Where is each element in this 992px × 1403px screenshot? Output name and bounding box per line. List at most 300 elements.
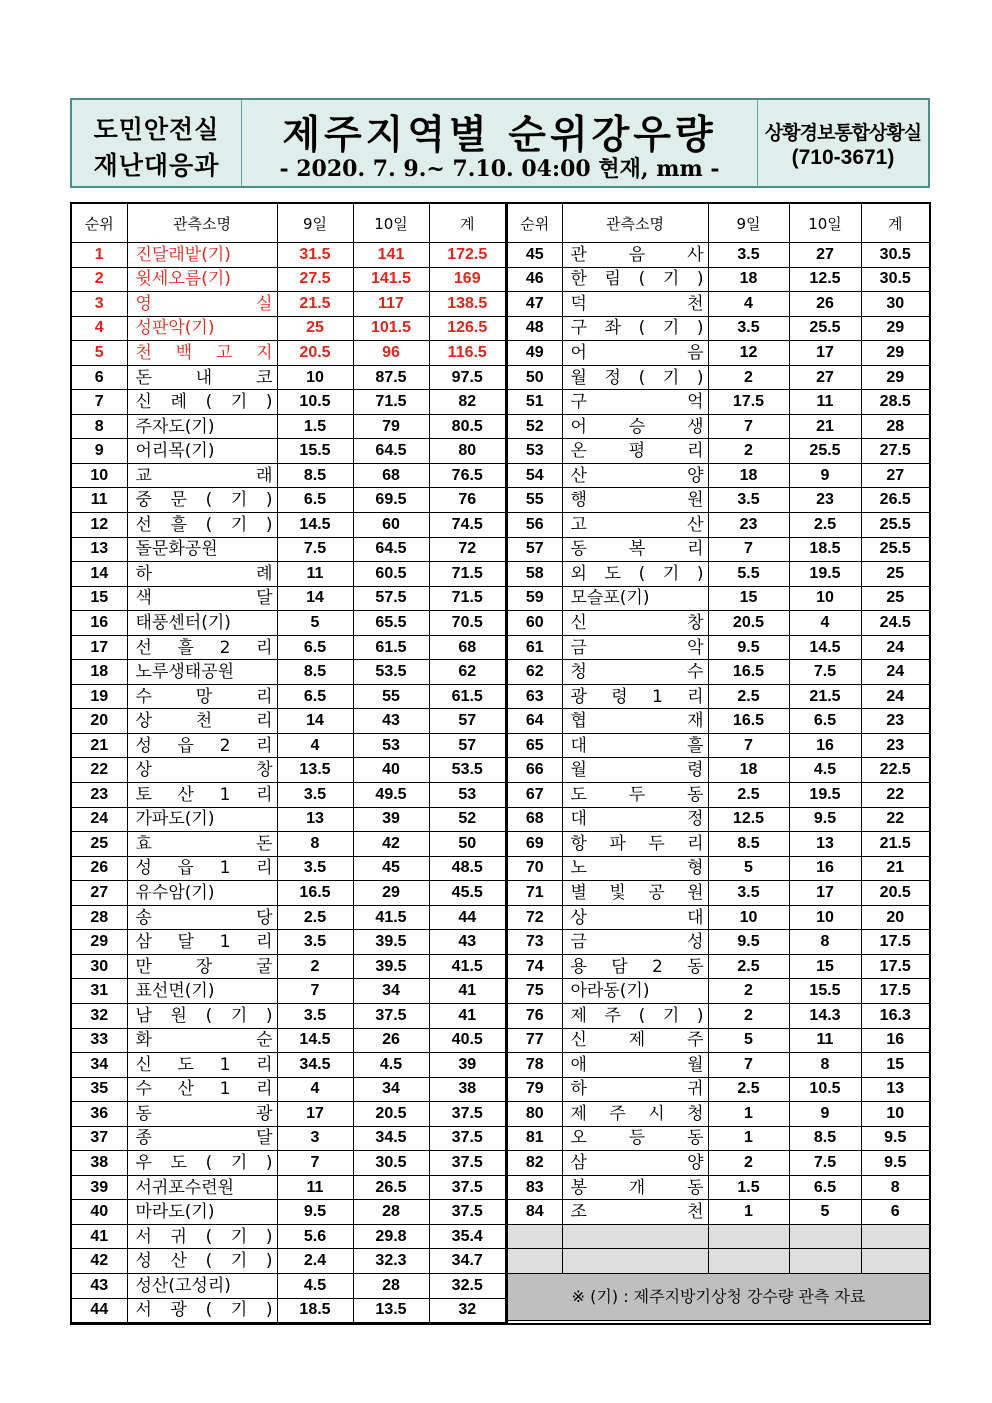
total-rain-cell: 35.4 bbox=[429, 1224, 505, 1249]
station-name-cell: 서 귀 ( 기 ) bbox=[127, 1224, 277, 1249]
day9-rain-cell: 18 bbox=[708, 463, 789, 488]
day10-rain-cell: 60 bbox=[353, 513, 429, 538]
table-row bbox=[508, 905, 929, 930]
total-rain-cell: 24 bbox=[861, 635, 929, 660]
note-row bbox=[508, 1273, 929, 1320]
rank-cell: 4 bbox=[72, 316, 127, 341]
total-rain-cell: 24 bbox=[861, 684, 929, 709]
rank-cell: 28 bbox=[72, 905, 127, 930]
rank-cell: 17 bbox=[72, 635, 127, 660]
day9-rain-cell: 7 bbox=[277, 1151, 353, 1176]
day9-rain-cell: 6.5 bbox=[277, 635, 353, 660]
table-row bbox=[72, 930, 505, 955]
station-name-cell: 봉 개 동 bbox=[562, 1175, 708, 1200]
table-row bbox=[72, 856, 505, 881]
day9-rain-cell: 5 bbox=[708, 1028, 789, 1053]
day9-rain-cell: 7 bbox=[708, 414, 789, 439]
rank-cell: 76 bbox=[508, 1003, 562, 1028]
total-rain-cell: 72 bbox=[429, 537, 505, 562]
rank-cell: 37 bbox=[72, 1126, 127, 1151]
day9-rain-cell: 1 bbox=[708, 1102, 789, 1127]
day10-rain-cell: 26 bbox=[789, 292, 861, 317]
source-note: ※ (기) : 제주지방기상청 강수량 관측 자료 bbox=[508, 1273, 929, 1320]
day9-rain-cell: 2.5 bbox=[708, 954, 789, 979]
rank-cell: 59 bbox=[508, 586, 562, 611]
rank-cell: 78 bbox=[508, 1053, 562, 1078]
total-rain-cell: 37.5 bbox=[429, 1102, 505, 1127]
table-header-row bbox=[508, 204, 929, 243]
rank-cell: 29 bbox=[72, 930, 127, 955]
day9-rain-cell: 14 bbox=[277, 709, 353, 734]
day9-rain-cell: 2.5 bbox=[708, 1077, 789, 1102]
day10-rain-cell: 30.5 bbox=[353, 1151, 429, 1176]
rank-cell: 24 bbox=[72, 807, 127, 832]
day10-rain-cell: 18.5 bbox=[789, 537, 861, 562]
table-row bbox=[508, 292, 929, 317]
day10-rain-cell: 29.8 bbox=[353, 1224, 429, 1249]
day10-rain-cell: 53.5 bbox=[353, 660, 429, 685]
station-name-cell: 송 당 bbox=[127, 905, 277, 930]
table-row bbox=[72, 488, 505, 513]
day10-rain-cell: 25.5 bbox=[789, 439, 861, 464]
total-rain-cell: 44 bbox=[429, 905, 505, 930]
rank-cell: 9 bbox=[72, 439, 127, 464]
department-box bbox=[72, 100, 242, 186]
total-rain-cell: 41.5 bbox=[429, 954, 505, 979]
total-rain-cell: 21.5 bbox=[861, 832, 929, 857]
empty-cell bbox=[562, 1249, 708, 1274]
day10-rain-cell: 4.5 bbox=[789, 758, 861, 783]
day10-rain-cell: 65.5 bbox=[353, 611, 429, 636]
station-name-cell: 오 등 동 bbox=[562, 1126, 708, 1151]
station-name-cell: 우 도 ( 기 ) bbox=[127, 1151, 277, 1176]
col-day10-header: 10일 bbox=[789, 204, 861, 243]
total-rain-cell: 32.5 bbox=[429, 1273, 505, 1298]
station-name-cell: 별 빛 공 원 bbox=[562, 881, 708, 906]
rank-cell: 27 bbox=[72, 881, 127, 906]
day10-rain-cell: 26 bbox=[353, 1028, 429, 1053]
table-row bbox=[72, 660, 505, 685]
total-rain-cell: 76.5 bbox=[429, 463, 505, 488]
station-name-cell: 고 산 bbox=[562, 513, 708, 538]
day9-rain-cell: 20.5 bbox=[277, 341, 353, 366]
table-row bbox=[72, 390, 505, 415]
station-name-cell: 어 음 bbox=[562, 341, 708, 366]
total-rain-cell: 17.5 bbox=[861, 954, 929, 979]
table-row bbox=[508, 881, 929, 906]
rainfall-table-left bbox=[72, 204, 505, 1323]
table-row bbox=[72, 365, 505, 390]
day10-rain-cell: 8 bbox=[789, 930, 861, 955]
rank-cell: 61 bbox=[508, 635, 562, 660]
day9-rain-cell: 3.5 bbox=[277, 856, 353, 881]
day9-rain-cell: 13 bbox=[277, 807, 353, 832]
day9-rain-cell: 8.5 bbox=[708, 832, 789, 857]
day9-rain-cell: 10.5 bbox=[277, 390, 353, 415]
table-row bbox=[508, 684, 929, 709]
rank-cell: 49 bbox=[508, 341, 562, 366]
rank-cell: 72 bbox=[508, 905, 562, 930]
day10-rain-cell: 69.5 bbox=[353, 488, 429, 513]
day10-rain-cell: 26.5 bbox=[353, 1175, 429, 1200]
rank-cell: 12 bbox=[72, 513, 127, 538]
station-name-cell: 협 재 bbox=[562, 709, 708, 734]
station-name-cell: 노 형 bbox=[562, 856, 708, 881]
day10-rain-cell: 79 bbox=[353, 414, 429, 439]
station-name-cell: 항 파 두 리 bbox=[562, 832, 708, 857]
total-rain-cell: 25 bbox=[861, 586, 929, 611]
empty-cell bbox=[562, 1224, 708, 1249]
rank-cell: 60 bbox=[508, 611, 562, 636]
total-rain-cell: 28 bbox=[861, 414, 929, 439]
total-rain-cell: 30.5 bbox=[861, 267, 929, 292]
rank-cell: 62 bbox=[508, 660, 562, 685]
station-name-cell: 관 음 사 bbox=[562, 243, 708, 268]
day10-rain-cell: 117 bbox=[353, 292, 429, 317]
table-row bbox=[508, 856, 929, 881]
total-rain-cell: 25.5 bbox=[861, 537, 929, 562]
total-rain-cell: 32 bbox=[429, 1298, 505, 1323]
table-row bbox=[72, 1224, 505, 1249]
rank-cell: 64 bbox=[508, 709, 562, 734]
day9-rain-cell: 3.5 bbox=[277, 783, 353, 808]
day9-rain-cell: 4 bbox=[277, 1077, 353, 1102]
day10-rain-cell: 7.5 bbox=[789, 1151, 861, 1176]
table-row bbox=[508, 316, 929, 341]
rank-cell: 11 bbox=[72, 488, 127, 513]
day9-rain-cell: 2.4 bbox=[277, 1249, 353, 1274]
station-name-cell: 애 월 bbox=[562, 1053, 708, 1078]
day9-rain-cell: 9.5 bbox=[708, 930, 789, 955]
table-row bbox=[508, 660, 929, 685]
rank-cell: 51 bbox=[508, 390, 562, 415]
total-rain-cell: 76 bbox=[429, 488, 505, 513]
day10-rain-cell: 19.5 bbox=[789, 562, 861, 587]
rank-cell: 47 bbox=[508, 292, 562, 317]
day9-rain-cell: 18.5 bbox=[277, 1298, 353, 1323]
rank-cell: 6 bbox=[72, 365, 127, 390]
rank-cell: 39 bbox=[72, 1175, 127, 1200]
rank-cell: 25 bbox=[72, 832, 127, 857]
total-rain-cell: 20.5 bbox=[861, 881, 929, 906]
total-rain-cell: 25 bbox=[861, 562, 929, 587]
day10-rain-cell: 37.5 bbox=[353, 1003, 429, 1028]
rank-cell: 73 bbox=[508, 930, 562, 955]
day9-rain-cell: 11 bbox=[277, 562, 353, 587]
day10-rain-cell: 64.5 bbox=[353, 439, 429, 464]
day10-rain-cell: 14.5 bbox=[789, 635, 861, 660]
rank-cell: 84 bbox=[508, 1200, 562, 1225]
contact-box bbox=[758, 100, 928, 186]
total-rain-cell: 24 bbox=[861, 660, 929, 685]
day9-rain-cell: 2 bbox=[277, 954, 353, 979]
station-name-cell: 영 실 bbox=[127, 292, 277, 317]
day10-rain-cell: 17 bbox=[789, 881, 861, 906]
office-name: 상황경보통합상황실 bbox=[764, 123, 922, 144]
station-name-cell: 남 원 ( 기 ) bbox=[127, 1003, 277, 1028]
table-row bbox=[72, 267, 505, 292]
station-name-cell: 아라동(기) bbox=[562, 979, 708, 1004]
table-row bbox=[508, 488, 929, 513]
rank-cell: 79 bbox=[508, 1077, 562, 1102]
day9-rain-cell: 7 bbox=[708, 537, 789, 562]
day9-rain-cell: 31.5 bbox=[277, 243, 353, 268]
rank-cell: 81 bbox=[508, 1126, 562, 1151]
day10-rain-cell: 32.3 bbox=[353, 1249, 429, 1274]
rank-cell: 75 bbox=[508, 979, 562, 1004]
empty-row bbox=[508, 1224, 929, 1249]
station-name-cell: 주자도(기) bbox=[127, 414, 277, 439]
rank-cell: 58 bbox=[508, 562, 562, 587]
day9-rain-cell: 5 bbox=[277, 611, 353, 636]
day9-rain-cell: 8 bbox=[277, 832, 353, 857]
total-rain-cell: 37.5 bbox=[429, 1200, 505, 1225]
station-name-cell: 대 흘 bbox=[562, 733, 708, 758]
day9-rain-cell: 27.5 bbox=[277, 267, 353, 292]
day10-rain-cell: 6.5 bbox=[789, 709, 861, 734]
rank-cell: 52 bbox=[508, 414, 562, 439]
day9-rain-cell: 8.5 bbox=[277, 660, 353, 685]
empty-row bbox=[508, 1249, 929, 1274]
day9-rain-cell: 16.5 bbox=[708, 660, 789, 685]
station-name-cell: 성판악(기) bbox=[127, 316, 277, 341]
rank-cell: 46 bbox=[508, 267, 562, 292]
table-row bbox=[72, 341, 505, 366]
rank-cell: 18 bbox=[72, 660, 127, 685]
total-rain-cell: 21 bbox=[861, 856, 929, 881]
rank-cell: 74 bbox=[508, 954, 562, 979]
day10-rain-cell: 45 bbox=[353, 856, 429, 881]
station-name-cell: 구 억 bbox=[562, 390, 708, 415]
day10-rain-cell: 8.5 bbox=[789, 1126, 861, 1151]
rank-cell: 13 bbox=[72, 537, 127, 562]
rank-cell: 67 bbox=[508, 783, 562, 808]
rank-cell: 43 bbox=[72, 1273, 127, 1298]
day10-rain-cell: 5 bbox=[789, 1200, 861, 1225]
day10-rain-cell: 34 bbox=[353, 979, 429, 1004]
rank-cell: 34 bbox=[72, 1053, 127, 1078]
station-name-cell: 선 흘 2 리 bbox=[127, 635, 277, 660]
day9-rain-cell: 2.5 bbox=[708, 783, 789, 808]
day10-rain-cell: 61.5 bbox=[353, 635, 429, 660]
day9-rain-cell: 1.5 bbox=[708, 1175, 789, 1200]
total-rain-cell: 71.5 bbox=[429, 562, 505, 587]
col-rank-header: 순위 bbox=[508, 204, 562, 243]
day9-rain-cell: 3 bbox=[277, 1126, 353, 1151]
table-row bbox=[508, 954, 929, 979]
station-name-cell: 서귀포수련원 bbox=[127, 1175, 277, 1200]
station-name-cell: 상 대 bbox=[562, 905, 708, 930]
day9-rain-cell: 14.5 bbox=[277, 1028, 353, 1053]
rank-cell: 2 bbox=[72, 267, 127, 292]
total-rain-cell: 27 bbox=[861, 463, 929, 488]
day10-rain-cell: 57.5 bbox=[353, 586, 429, 611]
day9-rain-cell: 9.5 bbox=[708, 635, 789, 660]
rank-cell: 44 bbox=[72, 1298, 127, 1323]
total-rain-cell: 57 bbox=[429, 709, 505, 734]
day9-rain-cell: 18 bbox=[708, 758, 789, 783]
col-total-header: 계 bbox=[861, 204, 929, 243]
day10-rain-cell: 13.5 bbox=[353, 1298, 429, 1323]
day10-rain-cell: 15 bbox=[789, 954, 861, 979]
table-row bbox=[72, 1249, 505, 1274]
station-name-cell: 성 산 ( 기 ) bbox=[127, 1249, 277, 1274]
total-rain-cell: 9.5 bbox=[861, 1126, 929, 1151]
total-rain-cell: 29 bbox=[861, 365, 929, 390]
col-day9-header: 9일 bbox=[277, 204, 353, 243]
day9-rain-cell: 14 bbox=[277, 586, 353, 611]
rank-cell: 82 bbox=[508, 1151, 562, 1176]
total-rain-cell: 37.5 bbox=[429, 1126, 505, 1151]
col-day9-header: 9일 bbox=[708, 204, 789, 243]
day9-rain-cell: 15 bbox=[708, 586, 789, 611]
day10-rain-cell: 9 bbox=[789, 1102, 861, 1127]
rank-cell: 8 bbox=[72, 414, 127, 439]
station-name-cell: 동 광 bbox=[127, 1102, 277, 1127]
day9-rain-cell: 12 bbox=[708, 341, 789, 366]
station-name-cell: 서 광 ( 기 ) bbox=[127, 1298, 277, 1323]
day10-rain-cell: 23 bbox=[789, 488, 861, 513]
table-row bbox=[72, 1102, 505, 1127]
table-row bbox=[508, 1028, 929, 1053]
table-row bbox=[72, 1298, 505, 1323]
total-rain-cell: 53 bbox=[429, 783, 505, 808]
day10-rain-cell: 19.5 bbox=[789, 783, 861, 808]
rank-cell: 57 bbox=[508, 537, 562, 562]
table-row bbox=[72, 1273, 505, 1298]
total-rain-cell: 29 bbox=[861, 341, 929, 366]
day10-rain-cell: 16 bbox=[789, 733, 861, 758]
station-name-cell: 돈 내 코 bbox=[127, 365, 277, 390]
day10-rain-cell: 4.5 bbox=[353, 1053, 429, 1078]
table-row bbox=[508, 463, 929, 488]
table-row bbox=[72, 733, 505, 758]
empty-cell bbox=[861, 1224, 929, 1249]
station-name-cell: 돌문화공원 bbox=[127, 537, 277, 562]
day10-rain-cell: 141 bbox=[353, 243, 429, 268]
day10-rain-cell: 43 bbox=[353, 709, 429, 734]
table-row bbox=[508, 758, 929, 783]
day10-rain-cell: 7.5 bbox=[789, 660, 861, 685]
day9-rain-cell: 25 bbox=[277, 316, 353, 341]
table-row bbox=[72, 1175, 505, 1200]
day9-rain-cell: 2.5 bbox=[708, 684, 789, 709]
station-name-cell: 도 두 동 bbox=[562, 783, 708, 808]
table-row bbox=[508, 1102, 929, 1127]
rank-cell: 26 bbox=[72, 856, 127, 881]
day10-rain-cell: 28 bbox=[353, 1273, 429, 1298]
day10-rain-cell: 2.5 bbox=[789, 513, 861, 538]
total-rain-cell: 28.5 bbox=[861, 390, 929, 415]
table-row bbox=[508, 979, 929, 1004]
total-rain-cell: 40.5 bbox=[429, 1028, 505, 1053]
table-row bbox=[72, 316, 505, 341]
rank-cell: 21 bbox=[72, 733, 127, 758]
station-name-cell: 월 령 bbox=[562, 758, 708, 783]
table-row bbox=[508, 341, 929, 366]
table-row bbox=[72, 292, 505, 317]
rank-cell: 41 bbox=[72, 1224, 127, 1249]
table-row bbox=[508, 243, 929, 268]
total-rain-cell: 34.7 bbox=[429, 1249, 505, 1274]
total-rain-cell: 50 bbox=[429, 832, 505, 857]
day9-rain-cell: 12.5 bbox=[708, 807, 789, 832]
day9-rain-cell: 1 bbox=[708, 1200, 789, 1225]
report-period: - 2020. 7. 9.~ 7.10. 04:00 현재, mm - bbox=[279, 156, 720, 182]
rank-cell: 40 bbox=[72, 1200, 127, 1225]
col-day10-header: 10일 bbox=[353, 204, 429, 243]
day10-rain-cell: 55 bbox=[353, 684, 429, 709]
day10-rain-cell: 34.5 bbox=[353, 1126, 429, 1151]
rank-cell: 5 bbox=[72, 341, 127, 366]
rank-cell: 80 bbox=[508, 1102, 562, 1127]
day9-rain-cell: 7.5 bbox=[277, 537, 353, 562]
station-name-cell: 천 백 고 지 bbox=[127, 341, 277, 366]
day10-rain-cell: 4 bbox=[789, 611, 861, 636]
day10-rain-cell: 14.3 bbox=[789, 1003, 861, 1028]
station-name-cell: 종 달 bbox=[127, 1126, 277, 1151]
station-name-cell: 상 창 bbox=[127, 758, 277, 783]
table-row bbox=[72, 1200, 505, 1225]
empty-cell bbox=[789, 1224, 861, 1249]
station-name-cell: 외 도 ( 기 ) bbox=[562, 562, 708, 587]
page-title: 제주지역별 순위강우량 bbox=[282, 113, 717, 158]
station-name-cell: 제 주 ( 기 ) bbox=[562, 1003, 708, 1028]
station-name-cell: 가파도(기) bbox=[127, 807, 277, 832]
rank-cell: 23 bbox=[72, 783, 127, 808]
empty-cell bbox=[708, 1224, 789, 1249]
day10-rain-cell: 60.5 bbox=[353, 562, 429, 587]
station-name-cell: 어 승 생 bbox=[562, 414, 708, 439]
station-name-cell: 금 악 bbox=[562, 635, 708, 660]
table-row bbox=[508, 635, 929, 660]
day9-rain-cell: 15.5 bbox=[277, 439, 353, 464]
table-row bbox=[72, 832, 505, 857]
left-table-half bbox=[72, 204, 505, 1323]
day10-rain-cell: 39.5 bbox=[353, 954, 429, 979]
total-rain-cell: 20 bbox=[861, 905, 929, 930]
day9-rain-cell: 2 bbox=[708, 1151, 789, 1176]
station-name-cell: 성 읍 1 리 bbox=[127, 856, 277, 881]
day10-rain-cell: 16 bbox=[789, 856, 861, 881]
table-row bbox=[72, 586, 505, 611]
day10-rain-cell: 8 bbox=[789, 1053, 861, 1078]
total-rain-cell: 26.5 bbox=[861, 488, 929, 513]
rank-cell: 69 bbox=[508, 832, 562, 857]
total-rain-cell: 38 bbox=[429, 1077, 505, 1102]
day9-rain-cell: 3.5 bbox=[277, 930, 353, 955]
day9-rain-cell: 21.5 bbox=[277, 292, 353, 317]
station-name-cell: 교 래 bbox=[127, 463, 277, 488]
total-rain-cell: 62 bbox=[429, 660, 505, 685]
rank-cell: 70 bbox=[508, 856, 562, 881]
rank-cell: 30 bbox=[72, 954, 127, 979]
day10-rain-cell: 68 bbox=[353, 463, 429, 488]
station-name-cell: 모슬포(기) bbox=[562, 586, 708, 611]
rank-cell: 42 bbox=[72, 1249, 127, 1274]
empty-cell bbox=[508, 1224, 562, 1249]
day10-rain-cell: 29 bbox=[353, 881, 429, 906]
col-station-header: 관측소명 bbox=[127, 204, 277, 243]
station-name-cell: 제 주 시 청 bbox=[562, 1102, 708, 1127]
day9-rain-cell: 14.5 bbox=[277, 513, 353, 538]
day9-rain-cell: 7 bbox=[708, 733, 789, 758]
day9-rain-cell: 16.5 bbox=[277, 881, 353, 906]
table-row bbox=[72, 1053, 505, 1078]
station-name-cell: 하 귀 bbox=[562, 1077, 708, 1102]
station-name-cell: 구 좌 ( 기 ) bbox=[562, 316, 708, 341]
total-rain-cell: 97.5 bbox=[429, 365, 505, 390]
